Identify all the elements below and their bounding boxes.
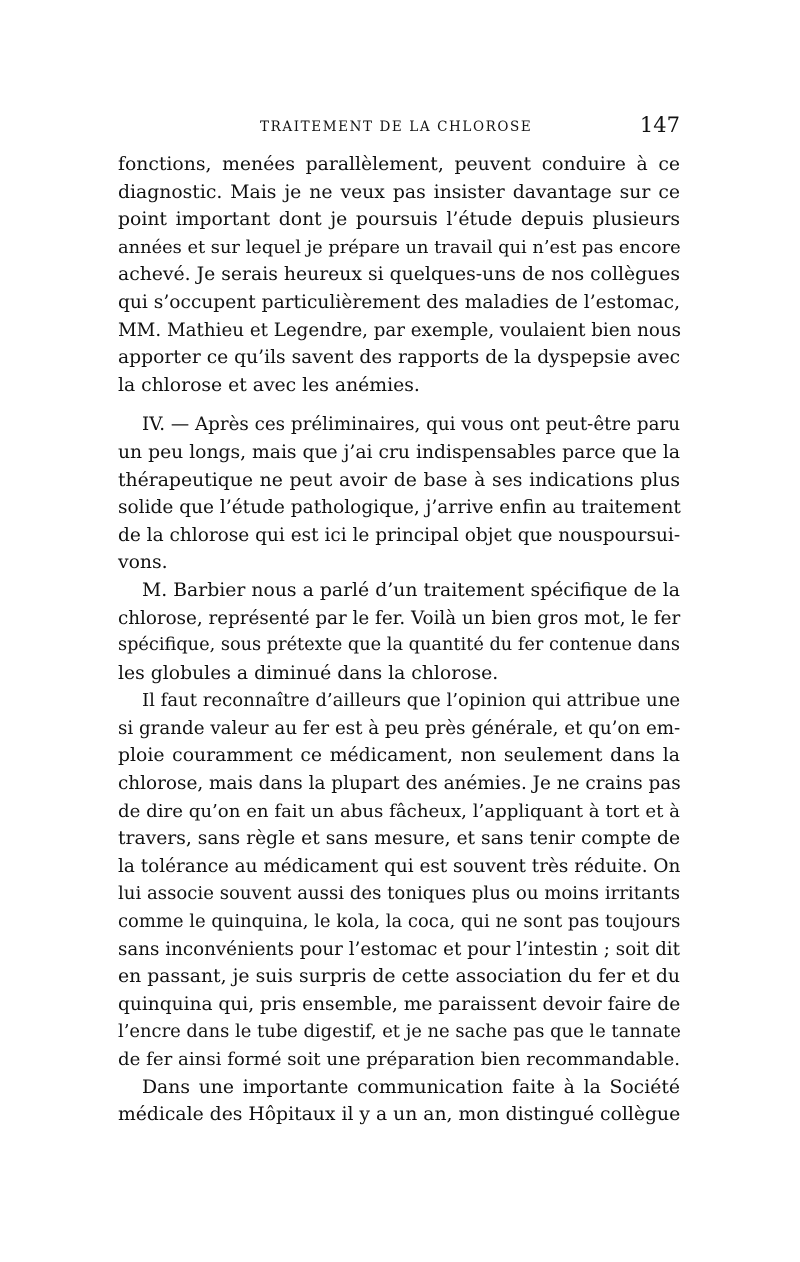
text-line: de la chlorose qui est ici le principal objet que nouspoursui- — [118, 524, 681, 546]
text-line: chlorose, représenté par le fer. Voilà un bien gros mot, le fer — [118, 607, 681, 629]
text-line: ploie couramment ce médicament, non seulement dans la — [118, 745, 680, 767]
text-line: MM. Mathieu et Legendre, par exemple, voulaient bien nous — [118, 319, 681, 341]
text-line: chlorose, mais dans la plupart des anémies. Je ne crains pas — [118, 773, 681, 795]
paragraph-5 — [118, 1074, 680, 1129]
text-line: solide que l’étude pathologique, j’arrive enfin au traitement — [118, 497, 681, 519]
text-line: apporter ce qu’ils savent des rapports de la dyspepsie avec — [118, 347, 681, 369]
text-line: de dire qu’on en fait un abus fâcheux, l’appliquant à tort et à — [118, 800, 680, 822]
text-line: en passant, je suis surpris de cette association du fer et du — [118, 966, 680, 988]
running-title: TRAITEMENT DE LA CHLOROSE — [260, 119, 533, 135]
text-line: travers, sans règle et sans mesure, et sans tenir compte de — [118, 828, 681, 850]
text-line: l’encre dans le tube digestif, et je ne sache pas que le tannate — [118, 1021, 681, 1043]
text-line: Dans une importante communication faite à la Société — [142, 1076, 680, 1098]
paragraph-3 — [118, 577, 680, 687]
text-line: sans inconvénients pour l’estomac et pour l’intestin ; soit dit — [118, 938, 680, 960]
text-line: vons. — [118, 552, 168, 574]
text-line: lui associe souvent aussi des toniques plus ou moins irritants — [118, 883, 681, 905]
paragraph-4 — [118, 687, 680, 1073]
text-line: de fer ainsi formé soit une préparation bien recommandable. — [118, 1049, 680, 1070]
text-line: un peu longs, mais que j’ai cru indispensables parce que la — [118, 441, 680, 463]
text-line: diagnostic. Mais je ne veux pas insister davantage sur ce — [118, 181, 680, 203]
paragraph-1 — [118, 151, 680, 399]
text-line: spécifique, sous prétexte que la quantité du fer contenue dans — [118, 635, 680, 656]
text-line: les globules a diminué dans la chlorose. — [118, 662, 499, 684]
text-line: fonctions, menées parallèlement, peuvent conduire à ce — [118, 154, 680, 175]
text-line: comme le quinquina, le kola, la coca, qui ne sont pas toujours — [118, 911, 681, 933]
text-line: qui s’occupent particulièrement des maladies de l’estomac, — [118, 291, 680, 313]
page-number: 147 — [639, 113, 680, 137]
text-line: quinquina qui, pris ensemble, me paraissent devoir faire de — [118, 993, 681, 1015]
page-header — [118, 113, 680, 143]
paragraph-2 — [118, 411, 680, 577]
text-line: si grande valeur au fer est à peu près générale, et qu’on em- — [118, 717, 681, 739]
text-line: la tolérance au médicament qui est souvent très réduite. On — [118, 855, 681, 877]
body-text — [118, 151, 680, 1129]
text-line: années et sur lequel je prépare un travail qui n’est pas encore — [118, 236, 681, 258]
text-line: thérapeutique ne peut avoir de base à ses indications plus — [118, 469, 680, 491]
text-line: IV. — Après ces préliminaires, qui vous ont peut-être paru — [142, 414, 680, 436]
text-line: la chlorose et avec les anémies. — [118, 374, 420, 396]
text-line: médicale des Hôpitaux il y a un an, mon distingué collègue — [118, 1104, 681, 1126]
text-line: achevé. Je serais heureux si quelques-uns de nos collègues — [118, 264, 680, 286]
text-line: M. Barbier nous a parlé d’un traitement spécifique de la — [142, 579, 680, 601]
text-line: point important dont je poursuis l’étude depuis plusieurs — [118, 209, 680, 231]
text-line: Il faut reconnaître d’ailleurs que l’opinion qui attribue une — [142, 690, 681, 712]
